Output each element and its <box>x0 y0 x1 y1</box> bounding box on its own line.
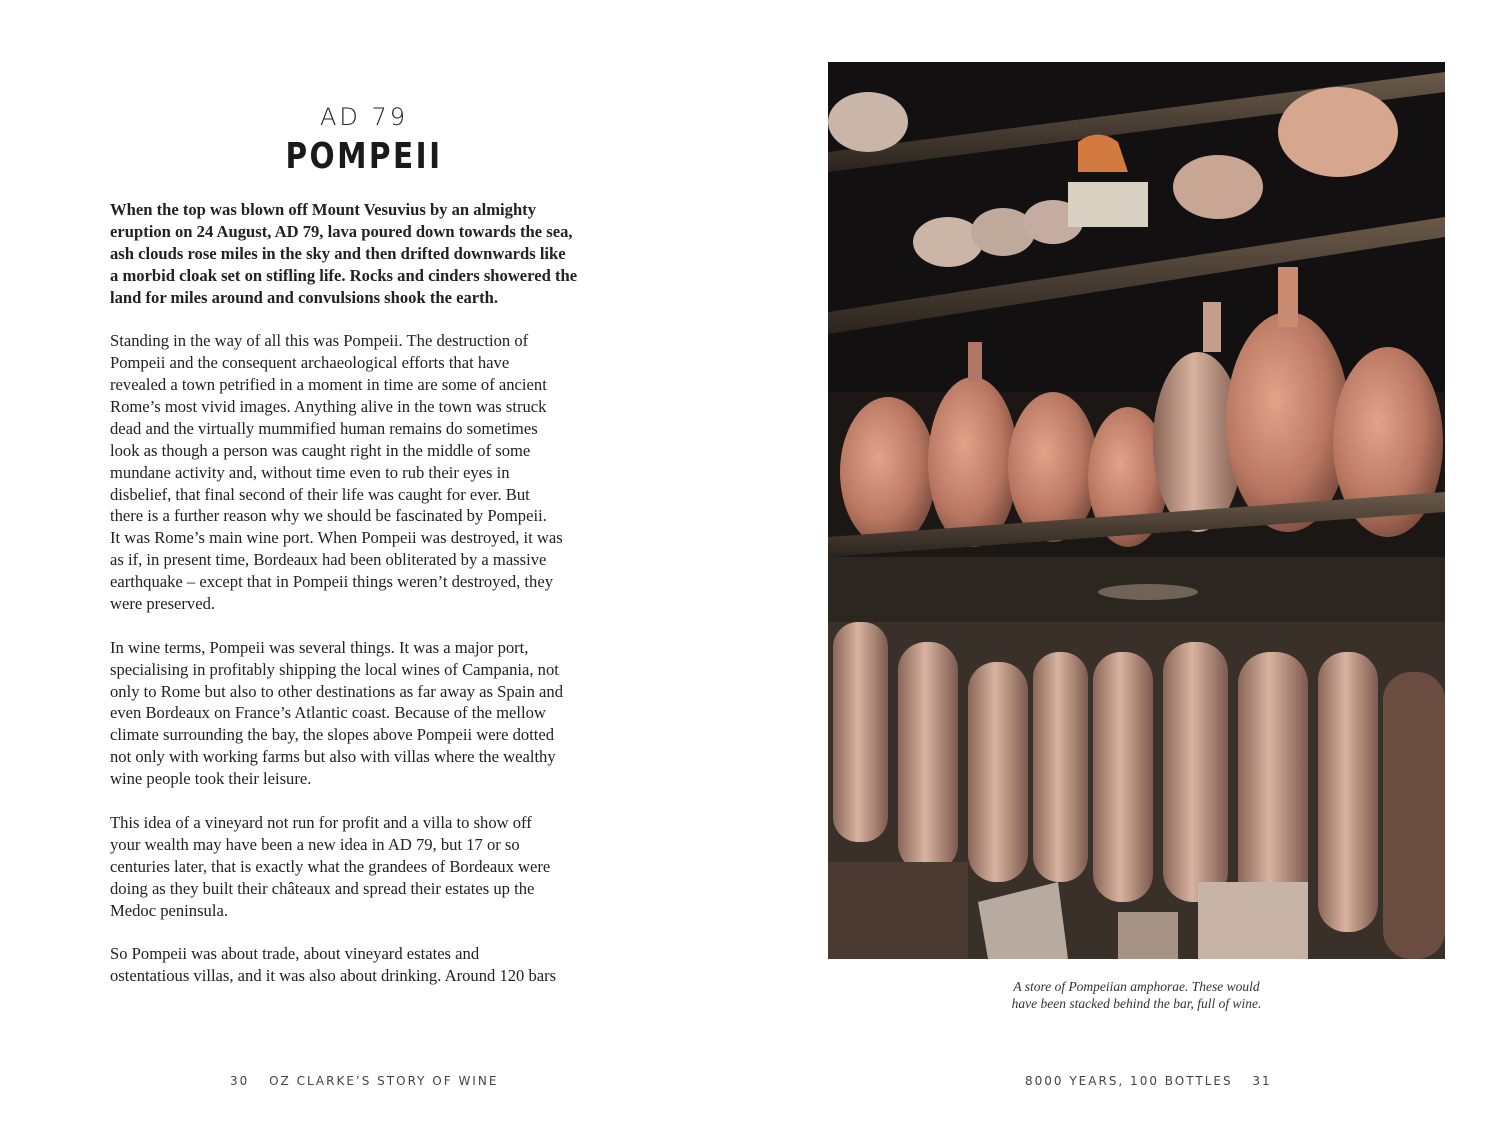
right-folio <box>1025 1074 1286 1088</box>
text-line: climate surrounding the bay, the slopes above Pompeii were dotted <box>110 725 555 745</box>
chapter-kicker: AD 79 <box>319 103 409 131</box>
text-line: ash clouds rose miles in the sky and then drifted downwards like <box>110 243 566 263</box>
text-line: wine people took their leisure. <box>110 769 312 789</box>
text-line: doing as they built their châteaux and spread their estates up the <box>110 878 535 898</box>
body-paragraph <box>110 943 630 987</box>
text-line: In wine terms, Pompeii was several things. It was a major port, <box>110 637 529 657</box>
body-text <box>110 199 630 1009</box>
text-line: It was Rome’s main wine port. When Pompeii was destroyed, it was <box>110 528 563 548</box>
running-head: 8000 YEARS, 100 BOTTLES <box>1025 1074 1233 1088</box>
text-line: land for miles around and convulsions shook the earth. <box>110 287 499 307</box>
body-paragraph <box>110 812 630 921</box>
text-line: So Pompeii was about trade, about vineyard estates and <box>110 944 480 964</box>
lead-paragraph <box>110 199 630 308</box>
photo-caption <box>828 978 1445 1012</box>
amphorae-photo <box>828 62 1445 959</box>
text-line: dead and the virtually mummified human remains do sometimes <box>110 418 538 438</box>
text-line: look as though a person was caught right in the middle of some <box>110 440 531 460</box>
text-line: centuries later, that is exactly what the grandees of Bordeaux were <box>110 856 551 876</box>
text-line: your wealth may have been a new idea in AD 79, but 17 or so <box>110 834 520 854</box>
caption-line: have been stacked behind the bar, full of wine. <box>1011 996 1262 1011</box>
text-line: even Bordeaux on France’s Atlantic coast. Because of the mellow <box>110 703 546 723</box>
text-line: mundane activity and, without time even to rub their eyes in <box>110 462 510 482</box>
text-line: specialising in profitably shipping the local wines of Campania, not <box>110 659 559 679</box>
text-line: only to Rome but also to other destinations as far away as Spain and <box>110 681 564 701</box>
text-line: Standing in the way of all this was Pompeii. The destruction of <box>110 331 529 351</box>
left-folio <box>230 1074 512 1088</box>
text-line: a morbid cloak set on stifling life. Rocks and cinders showered the <box>110 265 578 285</box>
text-line: earthquake – except that in Pompeii things weren’t destroyed, they <box>110 572 553 592</box>
body-paragraph <box>110 637 630 790</box>
running-head: OZ CLARKE’S STORY OF WINE <box>269 1074 499 1088</box>
text-line: revealed a town petrified in a moment in time are some of ancient <box>110 375 547 395</box>
body-paragraph <box>110 330 630 615</box>
text-line: there is a further reason why we should be fascinated by Pompeii. <box>110 506 547 526</box>
text-line: Pompeii and the consequent archaeological efforts that have <box>110 353 510 373</box>
page-number: 30 <box>230 1074 250 1088</box>
text-line: When the top was blown off Mount Vesuvius by an almighty <box>110 200 536 219</box>
text-line: Medoc peninsula. <box>110 900 228 920</box>
text-line: ostentatious villas, and it was also about drinking. Around 120 bars <box>110 966 557 986</box>
text-line: not only with working farms but also with villas where the wealthy <box>110 747 556 767</box>
page-number: 31 <box>1252 1074 1272 1088</box>
text-line: as if, in present time, Bordeaux had been obliterated by a massive <box>110 550 547 570</box>
text-line: disbelief, that final second of their life was caught for ever. But <box>110 484 530 504</box>
text-line: This idea of a vineyard not run for profit and a villa to show off <box>110 812 532 832</box>
text-line: eruption on 24 August, AD 79, lava poured down towards the sea, <box>110 221 573 241</box>
caption-line: A store of Pompeiian amphorae. These would <box>1013 979 1260 994</box>
right-page <box>750 0 1500 1125</box>
chapter-title: POMPEII <box>285 136 443 177</box>
text-line: Rome’s most vivid images. Anything alive in the town was struck <box>110 397 547 417</box>
text-line: were preserved. <box>110 594 216 614</box>
